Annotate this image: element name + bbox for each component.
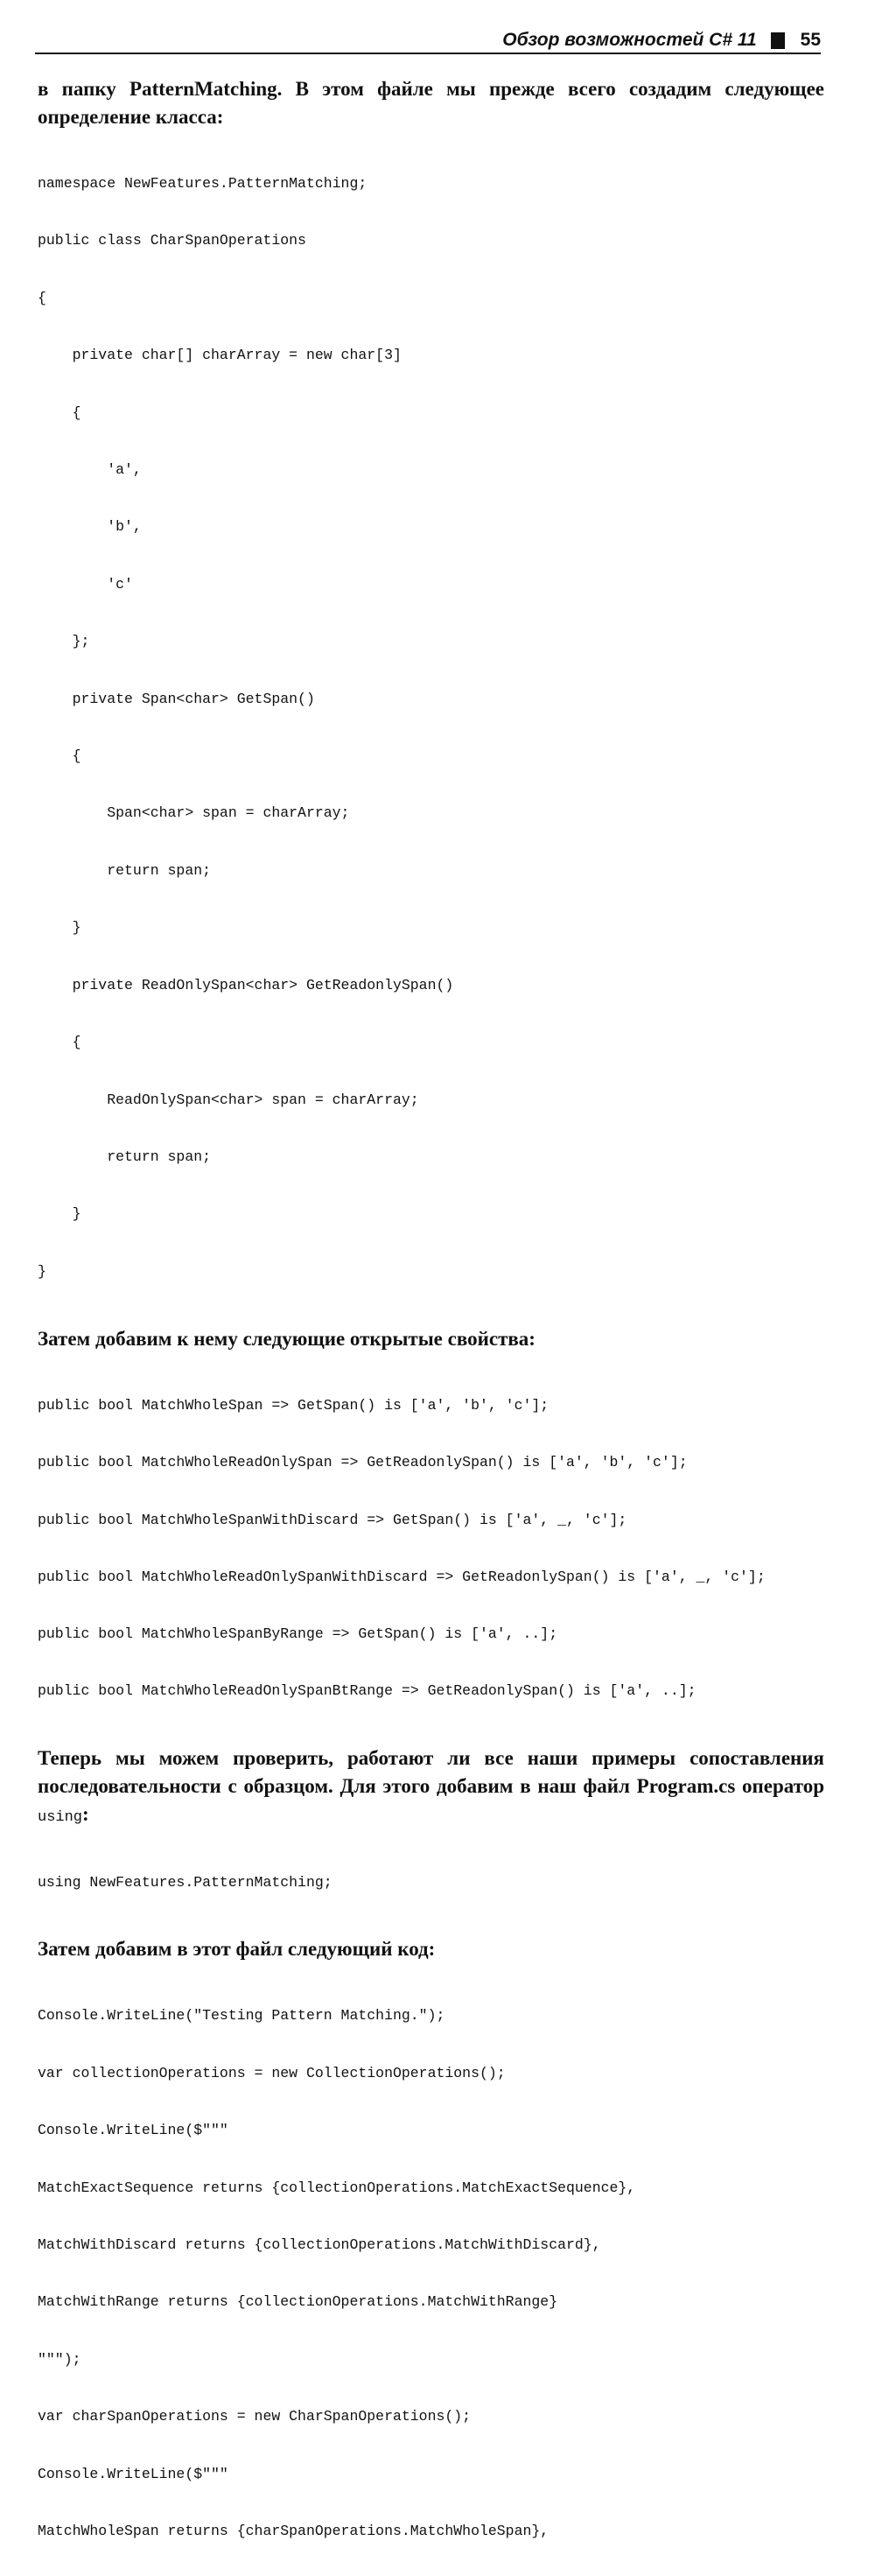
code-line: var collectionOperations = new CollectionOperations();	[38, 2064, 506, 2081]
code-line: Span<char> span = charArray;	[38, 804, 350, 822]
code-line: private ReadOnlySpan<char> GetReadonlySpan()	[38, 976, 454, 993]
code-line: public bool MatchWholeSpan => GetSpan() is ['a', 'b', 'c'];	[38, 1397, 550, 1414]
code-line: MatchExactSequence returns {collectionOperations.MatchExactSequence},	[38, 2179, 636, 2196]
code-line: }	[38, 1205, 81, 1223]
code-line: namespace NewFeatures.PatternMatching;	[38, 175, 368, 192]
code-line: using NewFeatures.PatternMatching;	[38, 1874, 332, 1892]
code-line: MatchWithDiscard returns {collectionOperations.MatchWithDiscard},	[38, 2236, 601, 2253]
intro-paragraph: в папку PatternMatching. В этом файле мы прежде всего создадим следующее определение класса:	[38, 78, 824, 128]
code-line: MatchWholeSpan returns {charSpanOperations.MatchWholeSpan},	[38, 2523, 550, 2539]
code-line: Console.WriteLine($"""	[38, 2465, 228, 2482]
code-line: return span;	[38, 1148, 212, 1165]
code-line: 'c'	[38, 575, 133, 593]
properties-paragraph: Затем добавим к нему следующие открытые свойства:	[38, 1328, 536, 1351]
main-code-block	[38, 1970, 824, 2576]
header-rule	[35, 53, 821, 54]
code-line: 'a',	[38, 461, 142, 479]
code-line: private char[] charArray = new char[3]	[38, 347, 402, 364]
code-line: public bool MatchWholeReadOnlySpanWithDiscard => GetReadonlySpan() is ['a', _, 'c'];	[38, 1568, 766, 1585]
code-line: private Span<char> GetSpan()	[38, 690, 315, 707]
code-line: public bool MatchWholeSpanWithDiscard => GetSpan() is ['a', _, 'c'];	[38, 1511, 627, 1528]
running-title: Обзор возможностей C# 11	[502, 30, 757, 50]
code-line: MatchWithRange returns {collectionOperations.MatchWithRange}	[38, 2293, 558, 2311]
page-body	[38, 75, 824, 2576]
code-line: {	[38, 1034, 81, 1051]
code-line: {	[38, 289, 46, 306]
inline-code-using: using	[38, 1809, 83, 1827]
class-code-block	[38, 138, 824, 1316]
code-line: {	[38, 748, 81, 765]
code-line: };	[38, 633, 90, 650]
page-header	[35, 25, 821, 51]
check-paragraph-trailing: :	[82, 1803, 89, 1826]
properties-code-block	[38, 1360, 824, 1736]
page-number: 55	[800, 30, 821, 50]
code-line: """);	[38, 2350, 81, 2368]
using-code-block	[38, 1837, 824, 1928]
check-paragraph-text: Теперь мы можем проверить, работают ли все наши примеры сопоставления последовательности с образцом. Для этого добавим в наш файл Program.cs оператор	[38, 1747, 824, 1798]
code-line: return span;	[38, 861, 212, 879]
code-line: ReadOnlySpan<char> span = charArray;	[38, 1091, 419, 1108]
header-marker-square	[771, 32, 785, 49]
code-line: public class CharSpanOperations	[38, 232, 306, 249]
check-paragraph	[38, 1744, 824, 1832]
code-line: public bool MatchWholeReadOnlySpan => GetReadonlySpan() is ['a', 'b', 'c'];	[38, 1454, 688, 1471]
code-line: Console.WriteLine($"""	[38, 2122, 228, 2139]
add-code-paragraph: Затем добавим в этот файл следующий код:	[38, 1938, 436, 1961]
code-line: 'b',	[38, 518, 142, 536]
code-line: Console.WriteLine("Testing Pattern Matching.");	[38, 2007, 445, 2025]
code-line: }	[38, 1262, 46, 1280]
code-line: }	[38, 919, 81, 937]
code-line: {	[38, 404, 81, 421]
code-line: var charSpanOperations = new CharSpanOperations();	[38, 2408, 472, 2425]
code-line: public bool MatchWholeReadOnlySpanBtRange => GetReadonlySpan() is ['a', ..];	[38, 1682, 696, 1700]
code-line: public bool MatchWholeSpanByRange => GetSpan() is ['a', ..];	[38, 1625, 558, 1642]
